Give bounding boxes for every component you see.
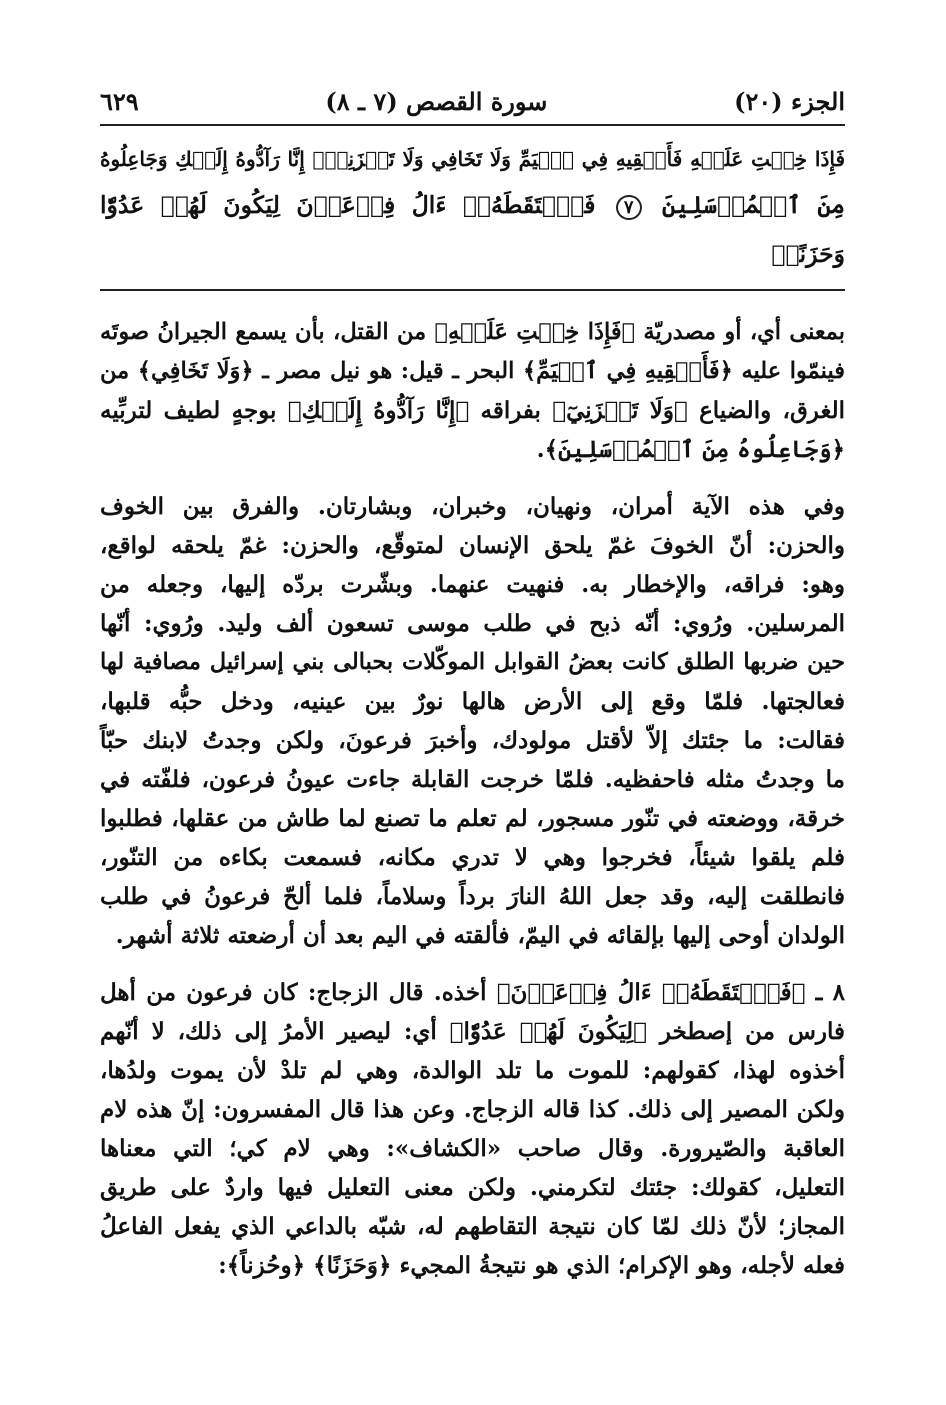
text-line: التعليل، كقولك: جئتك لتكرمني. ولكن معنى التعليل فيها واردٌ على طريق xyxy=(100,1174,845,1201)
commentary-paragraph xyxy=(100,487,845,955)
text-line: فانطلقت إليه، وقد جعل اللهُ النارَ برداً وسلاماً، فلما ألحّ فرعونُ في طلب xyxy=(100,883,845,910)
verse-line-2 xyxy=(100,182,845,277)
text-line: فعله لأجله، وهو الإكرام؛ الذي هو نتيجةُ المجيء ﴿وَحَزَنًا﴾ ﴿وحُزناً﴾: xyxy=(218,1252,845,1279)
commentary-paragraph xyxy=(100,973,845,1285)
verse-rule xyxy=(100,289,845,291)
page xyxy=(100,70,845,1303)
text-line: حين ضربها الطلق كانت بعضُ القوابل الموكّلات بحبالى بني إسرائيل مصافية لها xyxy=(100,649,845,675)
commentary-paragraph xyxy=(100,313,845,469)
text-line: وفي هذه الآية أمران، ونهيان، وخبران، وبشارتان. والفرق بين الخوف xyxy=(100,493,845,520)
text-line: المجاز؛ لأنّ ذلك لمّا كان نتيجة التقاطهم له، شبّه بالداعي الذي يفعل الفاعلُ xyxy=(100,1213,845,1240)
commentary-body xyxy=(100,313,845,1285)
text-line: فارس من إصطخر ﴿لِيَكُونَ لَهُمۡ عَدُوّٗا﴾ أي: ليصير الأمرُ إلى ذلك، لا أنّهم xyxy=(100,1018,845,1045)
juz-label: الجزء (٢٠) xyxy=(734,87,845,116)
text-line: أخذوه لهذا، كقولهم: للموت ما تلد الوالدة، وهي لم تلدْ لأن يموت ولدُها، xyxy=(100,1057,845,1084)
text-line: ﴿وَجَاعِلُوهُ مِنَ ٱلۡمُرۡسَلِينَ﴾. xyxy=(536,436,845,463)
verse-line-1: فَإِذَا خِفۡتِ عَلَيۡهِ فَأَلۡقِيهِ فِي ٱلۡيَمِّ وَلَا تَخَافِي وَلَا تَحۡزَنِيٓۖ إِنَّا رَآدُّوهُ إِلَيۡكِ وَجَاعِلُوهُ xyxy=(100,147,845,171)
text-line: الغرق، والضياع ﴿وَلَا تَحۡزَنِيٓ﴾ بفراقه ﴿إِنَّا رَآدُّوهُ إِلَيۡكِ﴾ بوجهٍ لطيف لتربِّيه xyxy=(100,397,845,424)
text-line: ولكن المصير إلى ذلك. كذا قاله الزجاج. وعن هذا قال المفسرون: إنّ هذه لام xyxy=(100,1096,845,1123)
text-line: فلم يلقوا شيئاً، فخرجوا وهي لا تدري مكانه، فسمعت بكاءه من التنّور، xyxy=(100,844,845,871)
text-line: المرسلين. ورُوي: أنّه ذبح في طلب موسى تسعون ألف وليد. ورُوي: أنّها xyxy=(100,610,846,637)
text-line: ما وجدتُ مثله فاحفظيه. فلمّا خرجت القابلة جاءت عيونُ فرعون، فلفّته في xyxy=(100,766,845,793)
text-line: والحزن: أنّ الخوفَ غمّ يلحق الإنسان لمتوقّع، والحزن: غمّ يلحقه لواقع، xyxy=(100,532,845,559)
text-line: العاقبة والصّيرورة. وقال صاحب «الكشاف»: وهي لام كي؛ التي معناها xyxy=(100,1135,845,1162)
ayah-number-marker: ٧ xyxy=(616,195,642,220)
quran-verse-block xyxy=(100,126,845,281)
page-number: ٦٢٩ xyxy=(100,87,139,116)
text-line: فعالجتها. فلمّا وقع إلى الأرض هالها نورٌ بين عينيه، ودخل حبُّه قلبها، xyxy=(100,688,845,715)
running-header xyxy=(100,70,845,116)
text-line: فينمّوا عليه ﴿فَأَلۡقِيهِ فِي ٱلۡيَمِّ﴾ البحر ـ قيل: هو نيل مصر ـ ﴿وَلَا تَخَافِي﴾ من xyxy=(100,358,845,384)
text-line: بمعنى أي، أو مصدريّة ﴿فَإِذَا خِفۡتِ عَلَيۡهِ﴾ من القتل، بأن يسمع الجيرانُ صوتَه xyxy=(100,319,845,345)
surah-title: سورة القصص (٧ ـ ٨) xyxy=(325,87,548,116)
text-line: ٨ ـ ﴿فَٱلۡتَقَطَهُۥٓ ءَالُ فِرۡعَوۡنَ﴾ أخذه. قال الزجاج: كان فرعون من أهل xyxy=(100,979,845,1006)
verse-line-2-end: فَٱلۡتَقَطَهُۥٓ ءَالُ فِرۡعَوۡنَ لِيَكُونَ لَهُمۡ عَدُوّٗا وَحَزَنًاۗ xyxy=(100,191,845,268)
verse-line-2-start: مِنَ ٱلۡمُرۡسَلِينَ xyxy=(661,191,845,219)
text-line: وهو: فراقه، والإخطار به. فنهيت عنهما. وبشّرت بردّه إليها، وجعله من xyxy=(100,571,845,598)
text-line: الولدان أوحى إليها بإلقائه في اليمّ، فألقته في اليم بعد أن أرضعته ثلاثة أشهر. xyxy=(115,922,845,949)
text-line: خرقة، ووضعته في تنّور مسجور، لم تعلم ما تصنع لما طاش من عقلها، فطلبوا xyxy=(100,805,845,832)
text-line: فقالت: ما جئتك إلاّ لأقتل مولودك، وأخبرَ فرعونَ، ولكن وجدتُ لابنك حبّاً xyxy=(100,727,845,754)
